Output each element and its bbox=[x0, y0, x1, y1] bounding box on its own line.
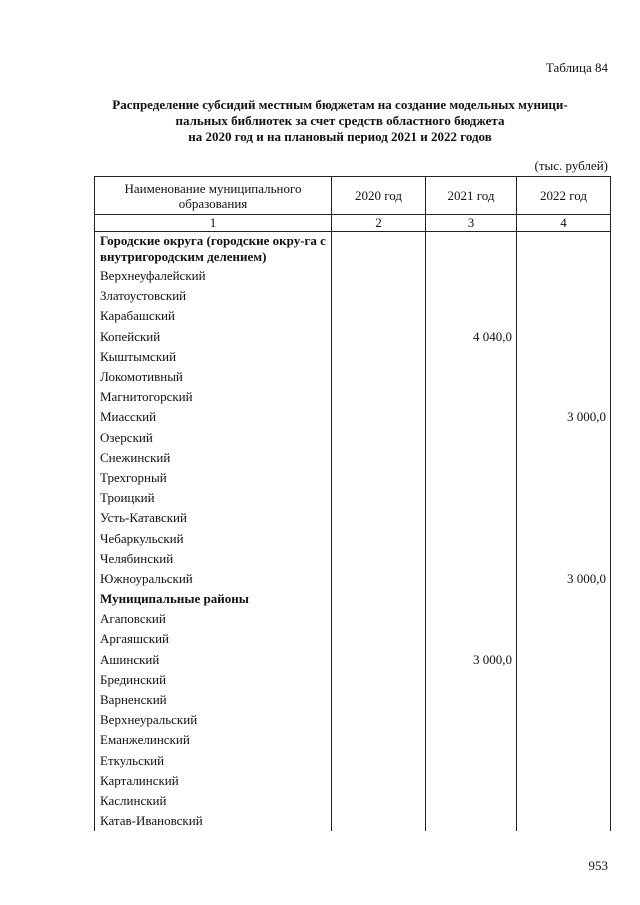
municipality-cell: Троицкий bbox=[95, 488, 332, 508]
table-row bbox=[95, 811, 611, 831]
value-2021-cell bbox=[426, 609, 517, 629]
value-2020-cell bbox=[332, 751, 426, 771]
value-2021-cell bbox=[426, 266, 517, 286]
value-2020-cell bbox=[332, 367, 426, 387]
value-2020-cell bbox=[332, 569, 426, 589]
table-row bbox=[95, 488, 611, 508]
table-row bbox=[95, 771, 611, 791]
table-row bbox=[95, 730, 611, 750]
value-2020-cell bbox=[332, 710, 426, 730]
value-2020-cell bbox=[332, 730, 426, 750]
value-2022-cell bbox=[517, 528, 611, 548]
value-2022-cell bbox=[517, 232, 611, 267]
column-number: 4 bbox=[517, 215, 611, 232]
value-2021-cell bbox=[426, 730, 517, 750]
title-line: на 2020 год и на плановый период 2021 и 2022 годов bbox=[188, 129, 492, 144]
table-row bbox=[95, 569, 611, 589]
value-2022-cell bbox=[517, 347, 611, 367]
value-2021-cell bbox=[426, 589, 517, 609]
value-2021-cell bbox=[426, 468, 517, 488]
municipality-cell: Локомотивный bbox=[95, 367, 332, 387]
value-2022-cell bbox=[517, 690, 611, 710]
value-2020-cell bbox=[332, 629, 426, 649]
municipality-cell: Городские округа (городские окру-га с внутригородским делением) bbox=[95, 232, 332, 267]
value-2020-cell bbox=[332, 286, 426, 306]
value-2020-cell bbox=[332, 528, 426, 548]
value-2020-cell bbox=[332, 327, 426, 347]
municipality-cell: Верхнеуральский bbox=[95, 710, 332, 730]
value-2022-cell bbox=[517, 549, 611, 569]
value-2020-cell bbox=[332, 407, 426, 427]
table-row bbox=[95, 468, 611, 488]
table-row bbox=[95, 629, 611, 649]
value-2020-cell bbox=[332, 650, 426, 670]
municipality-cell: Кыштымский bbox=[95, 347, 332, 367]
table-row bbox=[95, 347, 611, 367]
table-row bbox=[95, 549, 611, 569]
value-2021-cell bbox=[426, 508, 517, 528]
municipality-cell: Озерский bbox=[95, 428, 332, 448]
value-2022-cell bbox=[517, 327, 611, 347]
table-label: Таблица 84 bbox=[545, 60, 608, 75]
value-2020-cell bbox=[332, 448, 426, 468]
table-group-row bbox=[95, 589, 611, 609]
municipality-cell: Златоустовский bbox=[95, 286, 332, 306]
municipality-cell: Чебаркульский bbox=[95, 528, 332, 548]
municipality-cell: Снежинский bbox=[95, 448, 332, 468]
table-row bbox=[95, 387, 611, 407]
value-2020-cell bbox=[332, 690, 426, 710]
value-2020-cell bbox=[332, 387, 426, 407]
table-row bbox=[95, 710, 611, 730]
value-2021-cell bbox=[426, 569, 517, 589]
table-group-row bbox=[95, 232, 611, 267]
value-2021-cell bbox=[426, 387, 517, 407]
value-2022-cell bbox=[517, 286, 611, 306]
header-2021: 2021 год bbox=[426, 177, 517, 215]
municipality-cell: Усть-Катавский bbox=[95, 508, 332, 528]
value-2021-cell bbox=[426, 629, 517, 649]
municipality-cell: Агаповский bbox=[95, 609, 332, 629]
table-row bbox=[95, 751, 611, 771]
value-2020-cell bbox=[332, 791, 426, 811]
value-2022-cell bbox=[517, 670, 611, 690]
value-2022-cell bbox=[517, 468, 611, 488]
table-row bbox=[95, 428, 611, 448]
title-line: Распределение субсидий местным бюджетам на создание модельных муници- bbox=[112, 97, 568, 112]
value-2020-cell bbox=[332, 488, 426, 508]
value-2021-cell bbox=[426, 811, 517, 831]
value-2020-cell bbox=[332, 508, 426, 528]
table-body bbox=[95, 232, 611, 832]
municipality-cell: Карталинский bbox=[95, 771, 332, 791]
table-row bbox=[95, 791, 611, 811]
table-row bbox=[95, 327, 611, 347]
table-row bbox=[95, 650, 611, 670]
municipality-cell: Верхнеуфалейский bbox=[95, 266, 332, 286]
value-2020-cell bbox=[332, 811, 426, 831]
value-2020-cell bbox=[332, 771, 426, 791]
municipality-cell: Копейский bbox=[95, 327, 332, 347]
municipality-cell: Миасский bbox=[95, 407, 332, 427]
municipality-cell: Каслинский bbox=[95, 791, 332, 811]
table-row bbox=[95, 448, 611, 468]
value-2021-cell: 3 000,0 bbox=[426, 650, 517, 670]
table-row bbox=[95, 508, 611, 528]
value-2021-cell bbox=[426, 549, 517, 569]
value-2020-cell bbox=[332, 468, 426, 488]
value-2022-cell bbox=[517, 266, 611, 286]
value-2020-cell bbox=[332, 428, 426, 448]
value-2021-cell bbox=[426, 528, 517, 548]
value-2020-cell bbox=[332, 347, 426, 367]
value-2020-cell bbox=[332, 670, 426, 690]
value-2022-cell: 3 000,0 bbox=[517, 407, 611, 427]
value-2021-cell bbox=[426, 286, 517, 306]
municipality-cell: Трехгорный bbox=[95, 468, 332, 488]
municipality-cell: Ашинский bbox=[95, 650, 332, 670]
value-2020-cell bbox=[332, 549, 426, 569]
municipality-cell: Магнитогорский bbox=[95, 387, 332, 407]
subsidy-table bbox=[94, 176, 611, 831]
page-number: 953 bbox=[588, 858, 608, 873]
value-2021-cell bbox=[426, 407, 517, 427]
value-2022-cell bbox=[517, 811, 611, 831]
value-2021-cell bbox=[426, 690, 517, 710]
value-2022-cell bbox=[517, 730, 611, 750]
value-2022-cell bbox=[517, 448, 611, 468]
value-2021-cell bbox=[426, 670, 517, 690]
value-2022-cell bbox=[517, 428, 611, 448]
title-line: пальных библиотек за счет средств областного бюджета bbox=[175, 113, 505, 128]
value-2022-cell bbox=[517, 710, 611, 730]
value-2021-cell bbox=[426, 771, 517, 791]
value-2022-cell bbox=[517, 488, 611, 508]
value-2022-cell bbox=[517, 791, 611, 811]
value-2021-cell bbox=[426, 347, 517, 367]
table-row bbox=[95, 367, 611, 387]
municipality-cell: Брединский bbox=[95, 670, 332, 690]
value-2020-cell bbox=[332, 589, 426, 609]
municipality-cell: Аргаяшский bbox=[95, 629, 332, 649]
value-2021-cell bbox=[426, 306, 517, 326]
header-2020: 2020 год bbox=[332, 177, 426, 215]
value-2021-cell bbox=[426, 428, 517, 448]
value-2021-cell bbox=[426, 791, 517, 811]
value-2021-cell bbox=[426, 448, 517, 468]
column-numbering-row bbox=[95, 215, 611, 232]
value-2022-cell bbox=[517, 387, 611, 407]
municipality-cell: Южноуральский bbox=[95, 569, 332, 589]
value-2022-cell bbox=[517, 589, 611, 609]
municipality-cell: Еманжелинский bbox=[95, 730, 332, 750]
value-2021-cell bbox=[426, 488, 517, 508]
column-number: 2 bbox=[332, 215, 426, 232]
value-2021-cell bbox=[426, 232, 517, 267]
value-2021-cell: 4 040,0 bbox=[426, 327, 517, 347]
municipality-cell: Муниципальные районы bbox=[95, 589, 332, 609]
table-row bbox=[95, 306, 611, 326]
column-number: 1 bbox=[95, 215, 332, 232]
table-row bbox=[95, 407, 611, 427]
table-row bbox=[95, 286, 611, 306]
header-2022: 2022 год bbox=[517, 177, 611, 215]
table-row bbox=[95, 609, 611, 629]
table-row bbox=[95, 690, 611, 710]
table-header-row bbox=[95, 177, 611, 215]
units-label: (тыс. рублей) bbox=[534, 158, 608, 173]
value-2020-cell bbox=[332, 232, 426, 267]
municipality-cell: Карабашский bbox=[95, 306, 332, 326]
value-2022-cell: 3 000,0 bbox=[517, 569, 611, 589]
column-number: 3 bbox=[426, 215, 517, 232]
header-municipality: Наименование муниципального образования bbox=[95, 177, 332, 215]
value-2021-cell bbox=[426, 751, 517, 771]
municipality-cell: Челябинский bbox=[95, 549, 332, 569]
value-2020-cell bbox=[332, 609, 426, 629]
value-2022-cell bbox=[517, 367, 611, 387]
value-2022-cell bbox=[517, 650, 611, 670]
value-2020-cell bbox=[332, 306, 426, 326]
value-2020-cell bbox=[332, 266, 426, 286]
document-title bbox=[60, 97, 620, 145]
table-row bbox=[95, 528, 611, 548]
table-row bbox=[95, 266, 611, 286]
value-2022-cell bbox=[517, 306, 611, 326]
value-2022-cell bbox=[517, 771, 611, 791]
municipality-cell: Еткульский bbox=[95, 751, 332, 771]
value-2021-cell bbox=[426, 710, 517, 730]
value-2022-cell bbox=[517, 609, 611, 629]
value-2021-cell bbox=[426, 367, 517, 387]
value-2022-cell bbox=[517, 508, 611, 528]
value-2022-cell bbox=[517, 629, 611, 649]
municipality-cell: Варненский bbox=[95, 690, 332, 710]
table-row bbox=[95, 670, 611, 690]
value-2022-cell bbox=[517, 751, 611, 771]
municipality-cell: Катав-Ивановский bbox=[95, 811, 332, 831]
